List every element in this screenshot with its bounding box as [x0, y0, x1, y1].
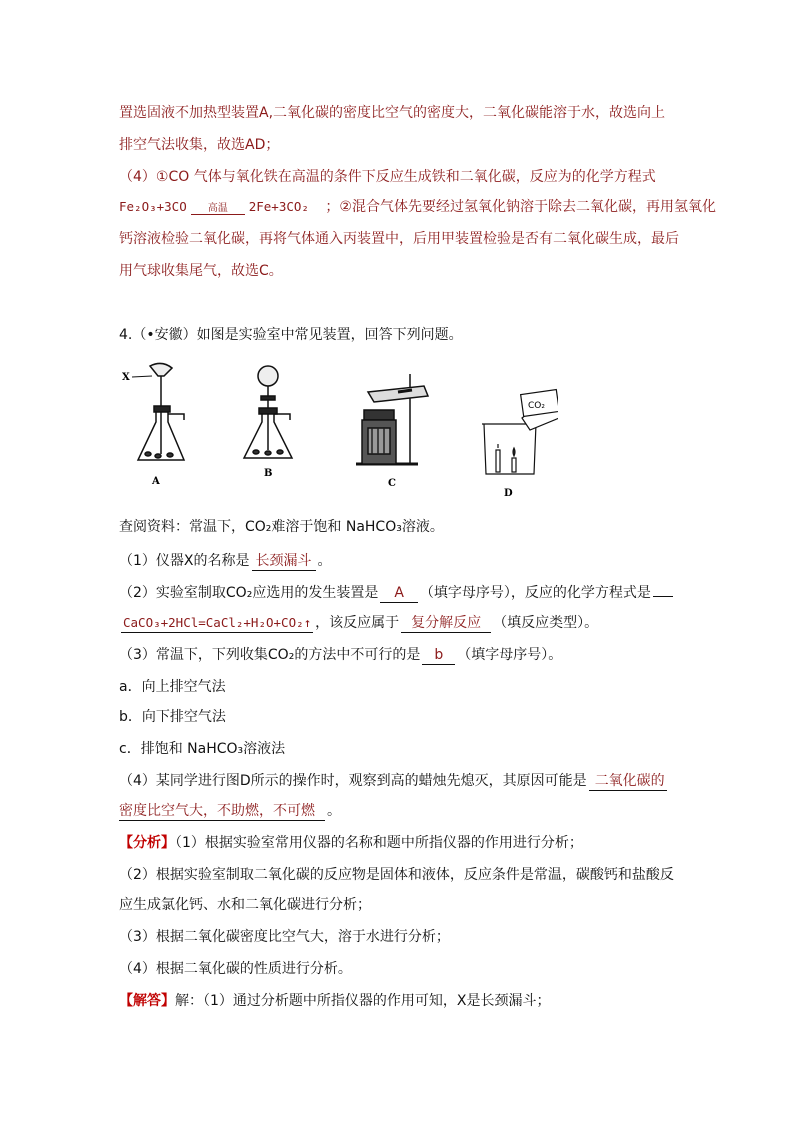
option-b: b．向下排空气法 [119, 709, 226, 725]
apparatus-c [356, 374, 428, 464]
text-segment: （3）常温下，下列收集CO₂的方法中不可行的是 [119, 647, 421, 663]
answer-blank: 二氧化碳的 [589, 772, 667, 791]
text-segment: 。 [327, 803, 341, 819]
text-segment: （填字母序号），反应的化学方程式是 [419, 585, 651, 601]
text-line: 钙溶液检验二氧化碳，再将气体通入丙装置中，后用甲装置检验是否有二氧化碳生成，最后 [119, 231, 679, 247]
analysis-4: （4）根据二氧化碳的性质进行分析。 [119, 961, 352, 977]
apparatus-a [138, 363, 184, 460]
text-line: 置选固液不加热型装置A,二氧化碳的密度比空气的密度大，二氧化碳能溶于水，故选向上 [119, 105, 666, 121]
text-segment: （1）根据实验室常用仪器的名称和题中所指仪器的作用进行分析； [175, 835, 583, 851]
figure-label-b: B [264, 468, 273, 479]
question-3 [119, 646, 562, 665]
analysis-2-cont: 应生成氯化钙、水和二氧化碳进行分析； [119, 897, 371, 913]
text-segment: （1）仪器X的名称是 [119, 553, 250, 569]
text-segment: （填字母序号）。 [457, 647, 563, 663]
figure-label-a: A [152, 476, 160, 487]
answer-blank: b [422, 646, 455, 665]
figure-box-text: CO₂ [528, 401, 545, 411]
equation-condition: 高温 [191, 204, 245, 215]
apparatus-figure [118, 362, 558, 502]
option-a: a．向上排空气法 [119, 679, 226, 695]
apparatus-d [482, 390, 558, 474]
equation-right: 2Fe+3CO₂ [248, 199, 309, 214]
solution-tag: 【解答】 [119, 993, 175, 1009]
answer-blank: 复分解反应 [401, 614, 491, 633]
text-segment: ；②混合气体先要经过氢氧化钠溶于除去二氧化碳，再用氢氧化 [325, 199, 716, 215]
analysis-2: （2）根据实验室制取二氧化碳的反应物是固体和液体，反应条件是常温，碳酸钙和盐酸反 [119, 867, 674, 883]
option-c: c．排饱和 NaHCO₃溶液法 [119, 741, 286, 757]
solution-1 [119, 992, 551, 1010]
text-line: 查阅资料：常温下，CO₂难溶于饱和 NaHCO₃溶液。 [119, 519, 444, 535]
answer-blank: 密度比空气大，不助燃，不可燃 [119, 802, 325, 821]
answer-blank: A [380, 584, 418, 603]
apparatus-b [244, 366, 292, 458]
analysis-tag: 【分析】 [119, 835, 175, 851]
answer-blank: 长颈漏斗 [252, 552, 316, 571]
analysis-1 [119, 834, 583, 852]
equation-left: Fe₂O₃+3CO [119, 199, 187, 214]
question-2-cont [119, 614, 598, 633]
equation-line [119, 198, 716, 216]
question-4 [119, 772, 669, 791]
text-segment: 解：（1）通过分析题中所指仪器的作用可知，X是长颈漏斗； [175, 993, 551, 1009]
text-segment: 。 [317, 553, 332, 569]
text-line: （4）①CO 气体与氧化铁在高温的条件下反应生成铁和二氧化碳，反应为的化学方程式 [119, 169, 656, 185]
text-segment: （4）某同学进行图D所示的操作时，观察到高的蜡烛先熄灭，其原因可能是 [119, 773, 587, 789]
answer-blank-continuation [653, 596, 673, 597]
text-line: 排空气法收集，故选AD； [119, 137, 280, 153]
figure-label-d: D [504, 488, 513, 499]
question-2 [119, 584, 675, 603]
question-intro: 4.（•安徽）如图是实验室中常见装置，回答下列问题。 [119, 327, 463, 343]
figure-x-label: X [122, 372, 130, 383]
text-line: 用气球收集尾气，故选C。 [119, 263, 283, 279]
text-segment: （2）实验室制取CO₂应选用的发生装置是 [119, 585, 379, 601]
equation-answer: CaCO₃+2HCl=CaCl₂+H₂O+CO₂↑ [121, 614, 313, 633]
text-segment: ，该反应属于 [315, 615, 400, 631]
analysis-3: （3）根据二氧化碳密度比空气大，溶于水进行分析； [119, 929, 450, 945]
question-4-cont [119, 802, 341, 821]
question-1 [119, 552, 332, 571]
text-segment: （填反应类型）。 [493, 615, 599, 631]
figure-label-c: C [388, 478, 396, 489]
apparatus-drawing [118, 362, 558, 502]
